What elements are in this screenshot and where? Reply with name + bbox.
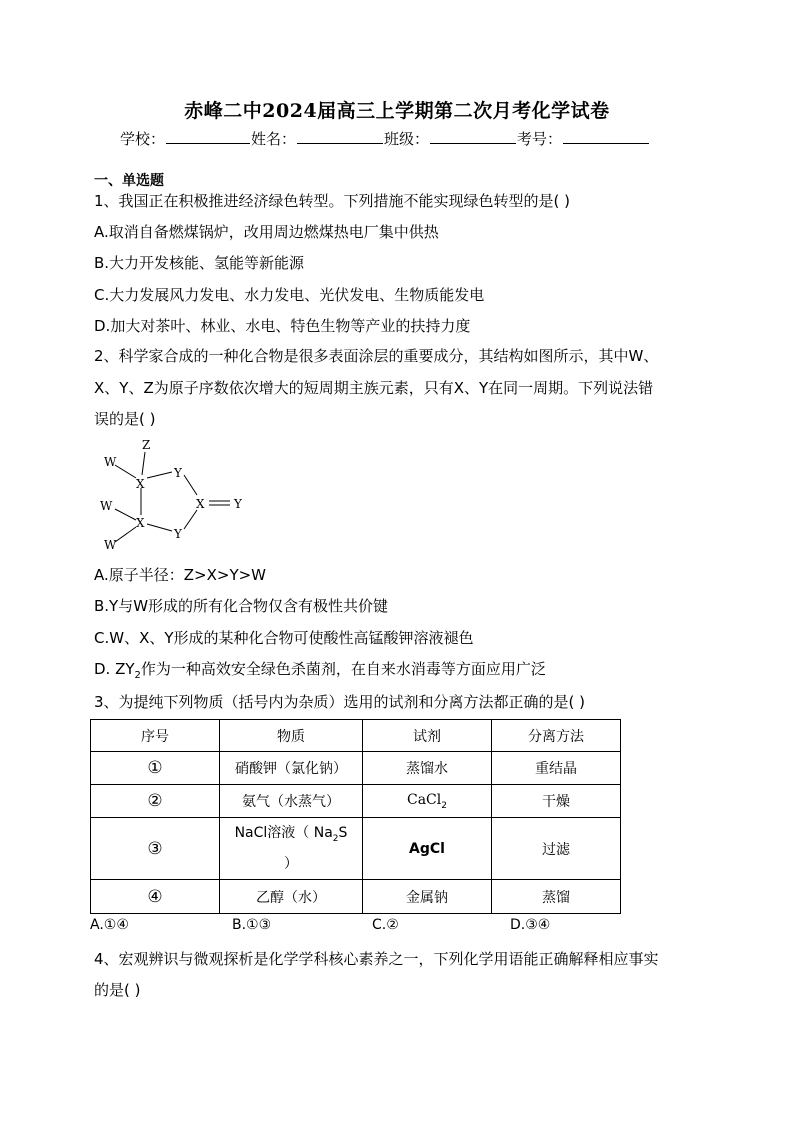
class-blank[interactable] (430, 129, 516, 144)
q2-stem-line1: 2、科学家合成的一种化合物是很多表面涂层的重要成分，其结构如图所示，其中W、 (94, 347, 659, 365)
student-info-line (120, 128, 650, 149)
reagent-cell (363, 785, 492, 818)
header-cell: 分离方法 (492, 720, 621, 752)
q1-option-c: C.大力发展风力发电、水力发电、光伏发电、生物质能发电 (94, 286, 485, 304)
method-cell: 过滤 (492, 818, 621, 880)
q2-option-d (94, 658, 546, 681)
name-blank[interactable] (297, 129, 383, 144)
atom-label-y-double: Y (234, 497, 242, 511)
atom-label-w-middle: W (100, 499, 113, 513)
class-label: 班级： (384, 130, 430, 148)
q3-table (90, 719, 621, 914)
exam-no-label: 考号： (517, 130, 563, 148)
row-number: ① (91, 752, 220, 785)
method-cell: 干燥 (492, 785, 621, 818)
name-label: 姓名： (251, 130, 297, 148)
header-cell: 序号 (91, 720, 220, 752)
section-heading: 一、单选题 (94, 173, 164, 189)
q1-stem: 1、我国正在积极推进经济绿色转型。下列措施不能实现绿色转型的是( ) (94, 192, 571, 210)
q1-option-d: D.加大对茶叶、林业、水电、特色生物等产业的扶持力度 (94, 317, 471, 335)
atom-label-x-right: X (196, 497, 205, 511)
reagent-cell: 蒸馏水 (363, 752, 492, 785)
q3-option-c: C.② (372, 917, 399, 933)
q2-option-d-subscript: 2 (134, 670, 141, 681)
structure-bonds (115, 452, 230, 542)
method-cell: 蒸馏 (492, 880, 621, 914)
table-header-row (91, 720, 621, 752)
substance-cell (220, 818, 363, 880)
q2-stem-line2: X、Y、Z为原子序数依次增大的短周期主族元素，只有X、Y在同一周期。下列说法错 (94, 379, 654, 397)
reagent-subscript: 2 (441, 800, 447, 811)
substance-cell: 乙醇（水） (220, 880, 363, 914)
header-cell: 物质 (220, 720, 363, 752)
structure-diagram (98, 432, 268, 557)
reagent-cell: AgCl (363, 818, 492, 880)
table-row (91, 785, 621, 818)
table-row (91, 818, 621, 880)
page-title: 赤峰二中2024届高三上学期第二次月考化学试卷 (184, 100, 610, 122)
reagent-formula: CaCl (407, 791, 442, 808)
substance-cell: 硝酸钾（氯化钠） (220, 752, 363, 785)
atom-label-x-bottom: X (136, 516, 145, 530)
atom-label-w-bottom: W (104, 538, 117, 552)
substance-closing-paren: ） (284, 856, 298, 873)
q2-option-b: B.Y与W形成的所有化合物仅含有极性共价键 (94, 597, 389, 615)
q2-option-d-formula: D. ZY (94, 660, 135, 678)
school-blank[interactable] (166, 129, 250, 144)
q3-stem: 3、为提纯下列物质（括号内为杂质）选用的试剂和分离方法都正确的是( ) (94, 693, 586, 711)
q4-stem-line1: 4、宏观辨识与微观探析是化学学科核心素养之一，下列化学用语能正确解释相应事实 (94, 950, 659, 968)
q3-option-a: A.①④ (90, 917, 129, 933)
atom-label-z: Z (142, 438, 151, 452)
method-cell: 重结晶 (492, 752, 621, 785)
row-number: ④ (91, 880, 220, 914)
q2-option-a: A.原子半径：Z>X>Y>W (94, 566, 267, 584)
reagent-cell: 金属钠 (363, 880, 492, 914)
row-number: ③ (91, 818, 220, 880)
q4-stem-line2: 的是( ) (94, 981, 141, 999)
q2-stem-line3: 误的是( ) (94, 410, 156, 428)
atom-label-y-bottom: Y (174, 527, 182, 541)
atom-label-x-top: X (136, 477, 145, 491)
substance-text: NaCl溶液（ Na (234, 824, 333, 841)
q1-option-a: A.取消自备燃煤锅炉，改用周边燃煤热电厂集中供热 (94, 223, 439, 241)
header-cell: 试剂 (363, 720, 492, 752)
table-row (91, 752, 621, 785)
exam-no-blank[interactable] (563, 129, 649, 144)
q3-option-d: D.③④ (510, 917, 551, 933)
q1-option-b: B.大力开发核能、氢能等新能源 (94, 254, 305, 272)
table-row (91, 880, 621, 914)
row-number: ② (91, 785, 220, 818)
q2-option-c: C.W、X、Y形成的某种化合物可使酸性高锰酸钾溶液褪色 (94, 629, 474, 647)
school-label: 学校： (120, 130, 166, 148)
q3-option-b: B.①③ (232, 917, 272, 933)
atom-label-w-top: W (104, 455, 117, 469)
substance-text-end: S (338, 824, 348, 841)
q2-option-d-text: 作为一种高效安全绿色杀菌剂，在自来水消毒等方面应用广泛 (140, 660, 546, 678)
atom-label-y-top: Y (174, 466, 182, 480)
substance-subscript: 2 (332, 833, 339, 844)
substance-cell: 氨气（水蒸气） (220, 785, 363, 818)
